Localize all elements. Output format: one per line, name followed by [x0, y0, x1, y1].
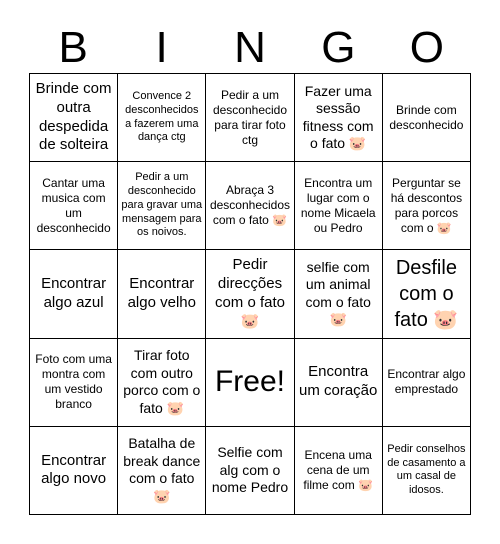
free-space[interactable]: Free! [206, 339, 294, 427]
bingo-cell-10[interactable]: Perguntar se há descontos para porcos com o 🐷 [383, 162, 471, 250]
bingo-cell-16[interactable]: Foto com uma montra com um vestido branco [30, 339, 118, 427]
title-letter-b: B [58, 23, 88, 72]
bingo-cell-20[interactable]: Encontrar algo emprestado [383, 339, 471, 427]
bingo-cell-17[interactable]: Tirar foto com outro porco com o fato 🐷 [118, 339, 206, 427]
bingo-cell-2[interactable]: Convence 2 desconhecidos a fazerem uma dança ctg [118, 74, 206, 162]
title-letter-o: O [409, 23, 444, 72]
bingo-cell-15[interactable]: Desfile com o fato 🐷 [383, 250, 471, 338]
bingo-card [29, 73, 471, 515]
bingo-cell-3[interactable]: Pedir a um desconhecido para tirar foto ctg [206, 74, 294, 162]
bingo-cell-23[interactable]: Selfie com alg com o nome Pedro [206, 427, 294, 515]
bingo-cell-11[interactable]: Encontrar algo azul [30, 250, 118, 338]
bingo-cell-9[interactable]: Encontra um lugar com o nome Micaela ou Pedro [295, 162, 383, 250]
title-letter-g: G [321, 23, 356, 72]
bingo-cell-14[interactable]: selfie com um animal com o fato 🐷 [295, 250, 383, 338]
title-letter-i: I [155, 23, 168, 72]
bingo-cell-1[interactable]: Brinde com outra despedida de solteira [30, 74, 118, 162]
bingo-cell-8[interactable]: Abraça 3 desconhecidos com o fato 🐷 [206, 162, 294, 250]
bingo-title [29, 22, 471, 74]
bingo-cell-12[interactable]: Encontrar algo velho [118, 250, 206, 338]
bingo-cell-22[interactable]: Batalha de break dance com o fato 🐷 [118, 427, 206, 515]
bingo-cell-24[interactable]: Encena uma cena de um filme com 🐷 [295, 427, 383, 515]
bingo-cell-13[interactable]: Pedir direcções com o fato 🐷 [206, 250, 294, 338]
bingo-cell-5[interactable]: Brinde com desconhecido [383, 74, 471, 162]
bingo-cell-25[interactable]: Pedir conselhos de casamento a um casal de idosos. [383, 427, 471, 515]
bingo-cell-7[interactable]: Pedir a um desconhecido para gravar uma mensagem para os noivos. [118, 162, 206, 250]
bingo-cell-6[interactable]: Cantar uma musica com um desconhecido [30, 162, 118, 250]
bingo-cell-21[interactable]: Encontrar algo novo [30, 427, 118, 515]
title-letter-n: N [234, 23, 266, 72]
bingo-cell-19[interactable]: Encontra um coração [295, 339, 383, 427]
bingo-cell-4[interactable]: Fazer uma sessão fitness com o fato 🐷 [295, 74, 383, 162]
